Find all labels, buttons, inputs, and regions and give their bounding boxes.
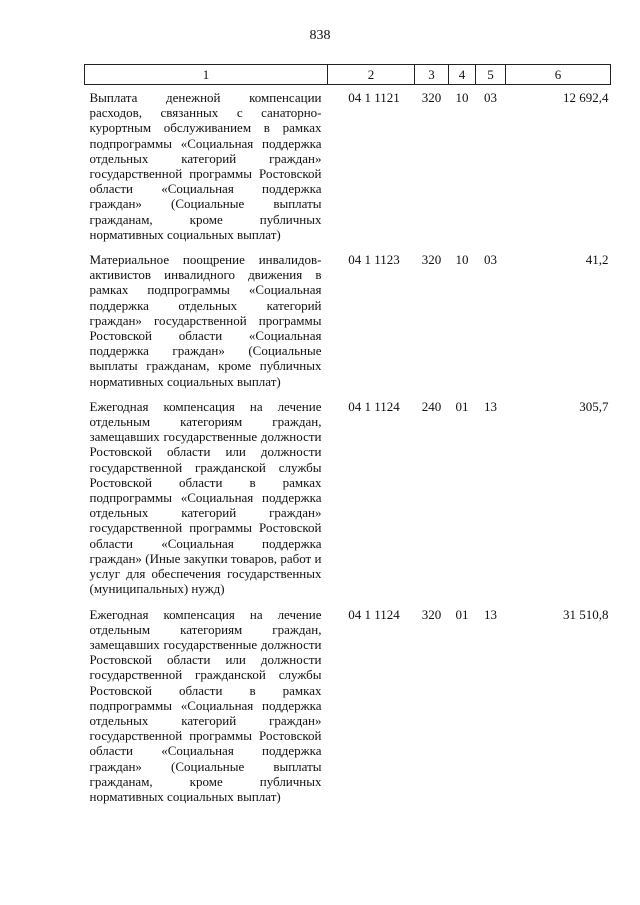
- row-expense-type: 320: [421, 252, 442, 268]
- row-subsection: 13: [484, 606, 497, 622]
- budget-table: [84, 64, 611, 814]
- header-col-6: 6: [506, 65, 611, 85]
- row-description: Ежегодная компенсация на лечение отдельным категориям граждан, замещавших государственные должности Ростовской области или должности государственной гражданской службы Ростовской области в рамках подпрограммы «Социальная поддержка отдельных категорий граждан» государственной программы Ростовской области «Социальная поддержка граждан» (Социальные выплаты гражданам, кроме публичных нормативных социальных выплат): [89, 606, 322, 804]
- row-section: 01: [455, 398, 469, 414]
- row-description: Материальное поощрение инвалидов-активистов инвалидного движения в рамках подпрограммы «Социальная поддержка отдельных категорий граждан» государственной программы Ростовской области «Социальная поддержка граждан» (Социальные выплаты гражданам, кроме публичных нормативных социальных выплат): [89, 252, 322, 389]
- row-target-code: 04 1 1123: [348, 252, 400, 268]
- row-amount: 305,7: [579, 398, 609, 414]
- row-target-code: 04 1 1124: [348, 398, 400, 414]
- row-section: 10: [455, 252, 469, 268]
- row-expense-type: 320: [421, 90, 442, 105]
- table-header: [85, 65, 611, 85]
- row-amount: 31 510,8: [563, 606, 609, 622]
- row-section: 10: [455, 90, 469, 105]
- row-amount: 12 692,4: [563, 90, 609, 105]
- row-amount: 41,2: [585, 252, 609, 268]
- table-row: [85, 85, 611, 253]
- row-target-code: 04 1 1124: [348, 606, 400, 622]
- table-row: [85, 607, 611, 815]
- row-section: 01: [455, 606, 469, 622]
- header-col-1: 1: [85, 65, 328, 85]
- table-body: [85, 85, 611, 815]
- row-subsection: 13: [484, 398, 497, 414]
- page-number: 838: [309, 28, 331, 43]
- header-col-2: 2: [328, 65, 415, 85]
- header-row: [85, 65, 611, 85]
- row-expense-type: 320: [421, 606, 442, 622]
- row-target-code: 04 1 1121: [348, 90, 400, 105]
- table-row: [85, 252, 611, 399]
- row-description: Выплата денежной компенсации расходов, связанных с санаторно-курортным обслуживанием в рамках подпрограммы «Социальная поддержка отдельных категорий граждан» государственной программы Ростовской области «Социальная поддержка граждан» (Социальные выплаты гражданам, кроме публичных нормативных социальных выплат): [89, 90, 322, 242]
- header-col-5: 5: [476, 65, 506, 85]
- header-col-3: 3: [415, 65, 449, 85]
- row-subsection: 03: [484, 90, 497, 105]
- table-row: [85, 399, 611, 607]
- row-subsection: 03: [484, 252, 497, 268]
- row-expense-type: 240: [421, 398, 442, 414]
- row-description: Ежегодная компенсация на лечение отдельным категориям граждан, замещавших государственные должности Ростовской области или должности государственной гражданской службы Ростовской области в рамках подпрограммы «Социальная поддержка отдельных категорий граждан» государственной программы Ростовской области «Социальная поддержка граждан» (Иные закупки товаров, работ и услуг для обеспечения государственных (муниципальных) нужд): [89, 398, 322, 597]
- header-col-4: 4: [449, 65, 476, 85]
